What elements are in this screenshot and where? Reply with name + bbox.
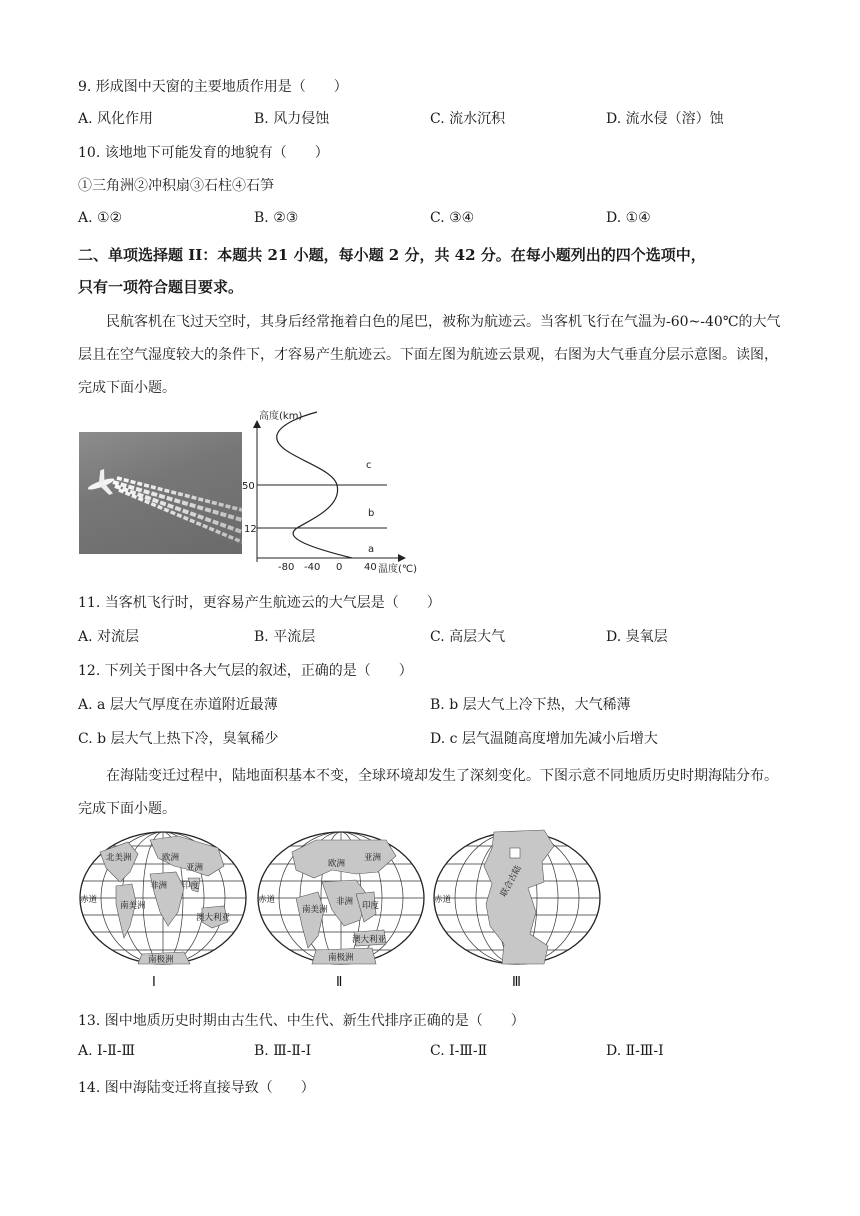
q11-option-d: D. 臭氧层: [606, 629, 668, 645]
map2-label-europe: 欧洲: [328, 859, 346, 869]
q13-option-c: C. Ⅰ-Ⅲ-Ⅱ: [430, 1043, 488, 1059]
q13-option-b: B. Ⅲ-Ⅱ-Ⅰ: [254, 1043, 312, 1059]
q10-option-c: C. ③④: [430, 210, 475, 226]
q12-stem: 12. 下列关于图中各大气层的叙述，正确的是（ ）: [78, 663, 413, 679]
atmosphere-layer-chart: [242, 410, 434, 578]
map3-numeral: Ⅲ: [512, 975, 521, 990]
map1-label-equator: 赤道: [80, 895, 98, 905]
map1-label-asia: 亚洲: [186, 863, 204, 873]
q11-option-c: C. 高层大气: [430, 629, 506, 645]
x-tick-40: 40: [364, 562, 377, 573]
q11-option-b: B. 平流层: [254, 629, 316, 645]
q12-option-a: A. a 层大气厚度在赤道附近最薄: [78, 697, 278, 713]
q13-option-a: A. Ⅰ-Ⅱ-Ⅲ: [78, 1043, 136, 1059]
map2-numeral: Ⅱ: [336, 975, 343, 990]
contrail-photo: [79, 432, 242, 554]
y-tick-50: 50: [242, 481, 255, 492]
q9-option-d: D. 流水侵（溶）蚀: [606, 111, 724, 127]
q12-option-c: C. b 层大气上热下冷，臭氧稀少: [78, 731, 279, 747]
map2-label-equator: 赤道: [258, 895, 276, 905]
section-heading-line2: 只有一项符合题目要求。: [78, 278, 244, 296]
map2-label-antarctica: 南极洲: [328, 953, 354, 963]
q12-option-d: D. c 层气温随高度增加先减小后增大: [430, 731, 658, 747]
map-2: [256, 826, 426, 990]
q10-option-d: D. ①④: [606, 210, 651, 226]
layer-label-a: a: [368, 544, 375, 555]
q9-option-b: B. 风力侵蚀: [254, 111, 330, 127]
map3-label-pangaea: 联合古陆: [499, 863, 524, 899]
q9-option-c: C. 流水沉积: [430, 111, 506, 127]
layer-label-c: c: [366, 460, 372, 471]
x-tick-minus80: -80: [278, 562, 295, 573]
q11-option-a: A. 对流层: [78, 629, 140, 645]
map-3: [432, 826, 602, 990]
map3-label-equator: 赤道: [434, 895, 452, 905]
q10-stem: 10. 该地地下可能发育的地貌有（ ）: [78, 145, 329, 161]
map1-label-africa: 非洲: [150, 881, 168, 891]
y-axis-label: 高度(km): [259, 411, 303, 422]
map-1: [78, 826, 248, 990]
q11-stem: 11. 当客机飞行时，更容易产生航迹云的大气层是（ ）: [78, 595, 441, 611]
passage-contrails: 民航客机在飞过天空时，其身后经常拖着白色的尾巴，被称为航迹云。当客机飞行在气温为-60~-40℃的大气层且在空气湿度较大的条件下，才容易产生航迹云。下面左图为航迹云景观，右图为大气垂直分层示意图。读图，完成下面小题。: [78, 314, 781, 396]
map2-label-south-america: 南美洲: [302, 905, 328, 915]
section-heading-line1: 二、单项选择题 II：本题共 21 小题，每小题 2 分，共 42 分。在每小题列出的四个选项中，: [78, 246, 706, 264]
q12-option-b: B. b 层大气上冷下热，大气稀薄: [430, 697, 631, 713]
q10-option-a: A. ①②: [78, 210, 123, 226]
map2-label-africa: 非洲: [336, 897, 354, 907]
layer-label-b: b: [368, 508, 375, 519]
map1-label-antarctica: 南极洲: [148, 955, 174, 965]
q10-option-b: B. ②③: [254, 210, 299, 226]
q9-stem: 9. 形成图中天窗的主要地质作用是（ ）: [78, 79, 348, 95]
map2-label-australia: 澳大利亚: [352, 935, 387, 945]
map2-label-india: 印度: [362, 901, 380, 911]
q10-items: ①三角洲②冲积扇③石柱④石笋: [78, 178, 274, 194]
map1-label-europe: 欧洲: [162, 853, 180, 863]
passage-land-sea: 在海陆变迁过程中，陆地面积基本不变，全球环境却发生了深刻变化。下图示意不同地质历史时期海陆分布。完成下面小题。: [78, 768, 778, 817]
map1-numeral: Ⅰ: [152, 975, 156, 990]
x-tick-minus40: -40: [304, 562, 321, 573]
q9-option-a: A. 风化作用: [78, 111, 154, 127]
map2-label-asia: 亚洲: [364, 853, 382, 863]
map1-label-india: 印度: [182, 881, 200, 891]
q14-stem: 14. 图中海陆变迁将直接导致（ ）: [78, 1080, 315, 1096]
y-tick-12: 12: [244, 524, 257, 535]
x-axis-label: 温度(℃): [378, 564, 418, 575]
map1-label-australia: 澳大利亚: [196, 913, 231, 923]
map1-label-south-america: 南美洲: [120, 901, 146, 911]
map1-label-north-america: 北美洲: [106, 853, 132, 863]
q13-stem: 13. 图中地质历史时期由古生代、中生代、新生代排序正确的是（ ）: [78, 1013, 525, 1029]
x-tick-0: 0: [336, 562, 343, 573]
q13-option-d: D. Ⅱ-Ⅲ-Ⅰ: [606, 1043, 664, 1059]
